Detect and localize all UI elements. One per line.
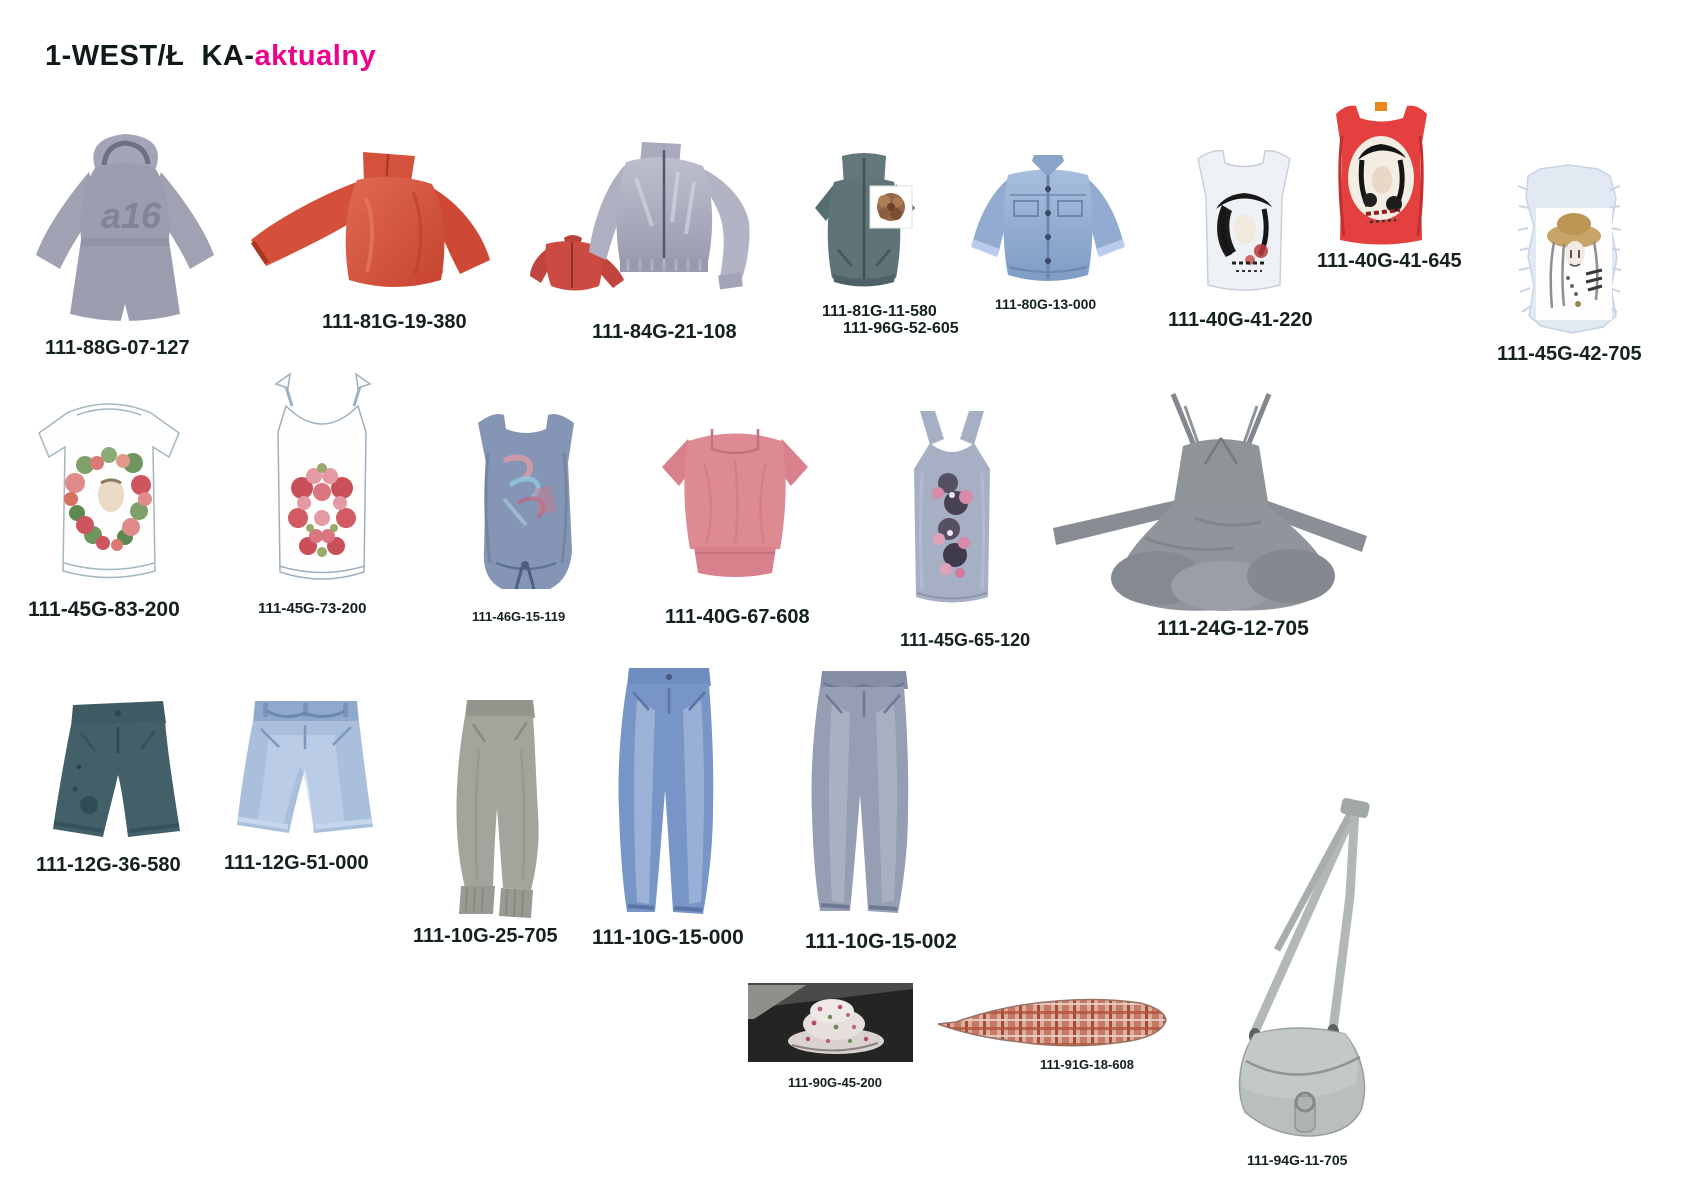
page-title-accent: aktualny — [254, 40, 377, 72]
product-code: 111-45G-73-200 — [258, 600, 367, 617]
blue-jeans-image — [593, 658, 745, 922]
product-code: 111-10G-25-705 — [413, 925, 558, 947]
page-title-text: 1-WEST/Ł KA- — [45, 40, 255, 72]
product-code: 111-46G-15-119 — [472, 609, 566, 624]
denim-jacket-image — [958, 153, 1138, 295]
rose-tank-image — [258, 370, 388, 596]
grey-jeans-image — [780, 661, 947, 921]
page-title — [45, 40, 376, 73]
red-jacket-image — [245, 146, 507, 296]
teal-vest-image — [800, 150, 930, 292]
product-code: 111-81G-11-580 — [822, 303, 937, 320]
product-code: 111-45G-65-120 — [900, 630, 1031, 650]
teal-shorts-image — [45, 693, 190, 845]
frayed-print-top-image — [1498, 156, 1640, 340]
floral-hat-photo-image — [748, 983, 913, 1062]
product-code: 111-40G-41-645 — [1317, 250, 1462, 272]
product-code: 111-80G-13-000 — [995, 296, 1097, 312]
product-code: 111-84G-21-108 — [592, 321, 737, 343]
product-code: 111-12G-51-000 — [224, 852, 369, 874]
product-code: 111-12G-36-580 — [36, 854, 181, 876]
product-code: 111-90G-45-200 — [788, 1075, 882, 1090]
grey-pants-image — [433, 690, 565, 922]
product-code: 111-45G-83-200 — [28, 598, 180, 621]
product-code: 111-10G-15-002 — [805, 930, 957, 953]
product-code: 111-24G-12-705 — [1157, 617, 1309, 640]
product-code: 111-10G-15-000 — [592, 926, 744, 949]
product-code: 111-94G-11-705 — [1247, 1152, 1348, 1168]
floral-tee-image — [33, 393, 185, 600]
hooded-parka-image — [25, 128, 225, 326]
product-code: 111-40G-41-220 — [1168, 309, 1313, 331]
blue-print-top-image — [452, 403, 600, 601]
product-code: 111-91G-18-608 — [1040, 1057, 1134, 1072]
product-code: 111-40G-67-608 — [665, 606, 810, 628]
parka-print-text: a16 — [101, 195, 162, 236]
red-print-top-image — [1318, 96, 1445, 248]
plaid-scarf-image — [936, 991, 1170, 1050]
denim-shorts-image — [225, 691, 385, 841]
white-print-top-image — [1178, 143, 1310, 301]
product-code: 111-45G-42-705 — [1497, 343, 1642, 365]
shoulder-bag-image — [1233, 798, 1395, 1140]
product-code: 111-81G-19-380 — [322, 311, 467, 333]
pink-top-image — [648, 413, 823, 595]
grey-tank-image — [890, 403, 1015, 615]
silver-jacket-image — [528, 138, 765, 302]
product-code: 111-96G-52-605 — [843, 320, 959, 337]
grey-dress-image — [1045, 388, 1373, 612]
product-code: 111-88G-07-127 — [45, 337, 190, 359]
